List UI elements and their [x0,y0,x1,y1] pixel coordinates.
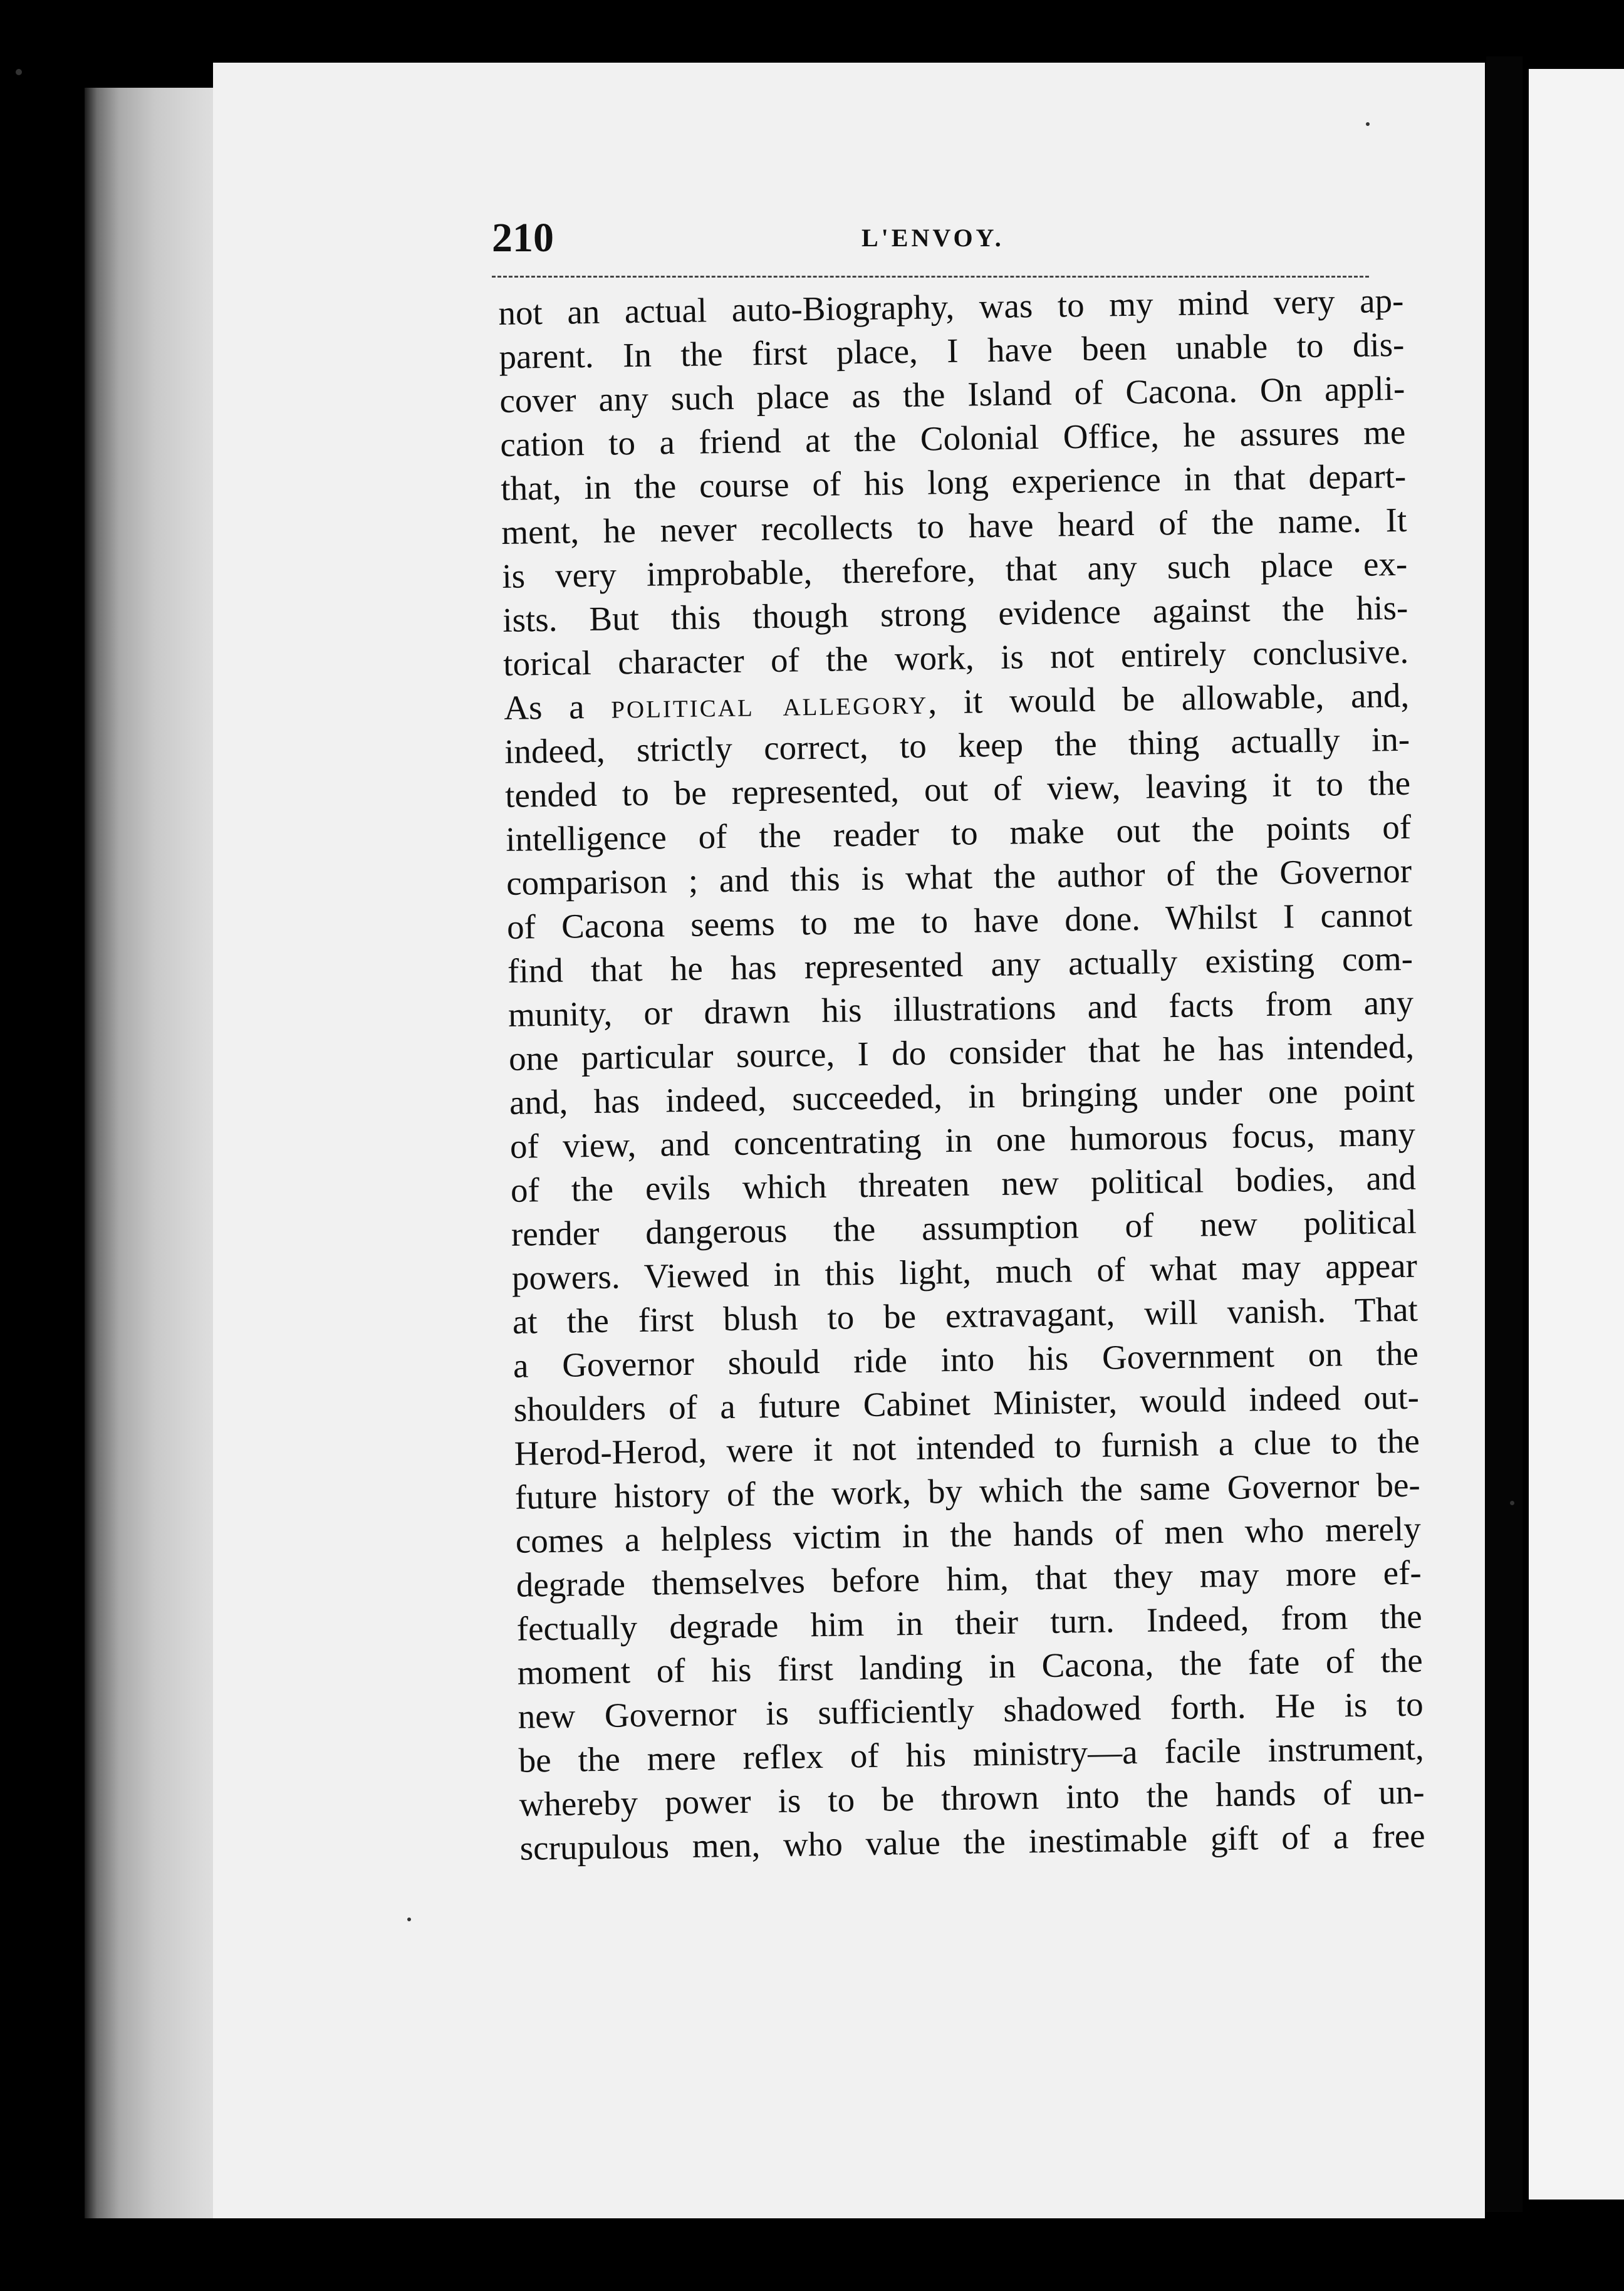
body-text [498,279,1425,1871]
text-line: that, in the course of his long experience in that depart- [500,456,1407,508]
text-line: cover any such place as the Island of Cacona. On appli- [499,368,1405,420]
page-number: 210 [492,215,554,261]
text-line: indeed, strictly correct, to keep the thing actually in- [504,719,1410,771]
text-line: of Cacona seems to me to have done. Whilst I cannot [506,895,1413,946]
scan-speck [1366,122,1370,126]
text-line: fectually degrade him in their turn. Indeed, from the [516,1597,1423,1648]
scan-speck [407,1918,411,1921]
text-line: comparison ; and this is what the author of the Governor [506,851,1412,902]
text-line: tended to be represented, out of view, leaving it to the [504,763,1411,815]
text-line: future history of the work, by which the same Governor be- [514,1465,1421,1516]
text-line: scrupulous men, who value the inestimable gift of a free [519,1816,1425,1867]
text-line: munity, or drawn his illustrations and facts from any [508,983,1414,1034]
text-line: Herod-Herod, were it not intended to furnish a clue to the [514,1421,1420,1473]
page-header [492,213,1369,276]
text-line: of view, and concentrating in one humorous focus, many [509,1114,1416,1166]
text-line: ment, he never recollects to have heard of the name. It [501,500,1407,551]
facing-page-sliver [1529,69,1624,2200]
text-line: find that he has represented any actually existing com- [507,939,1413,990]
political-allegory-smallcaps: political allegory [610,682,929,726]
text-line: parent. In the first place, I have been unable to dis- [499,325,1405,376]
text-line: moment of his first landing in Cacona, the fate of the [517,1641,1424,1692]
text-line: whereby power is to be thrown into the hands of un- [519,1772,1425,1824]
text-line: at the first blush to be extravagant, will vanish. That [512,1290,1418,1341]
text-line-prefix: As a [503,687,612,727]
text-line: render dangerous the assumption of new political [511,1202,1417,1253]
text-line: new Governor is sufficiently shadowed forth. He is to [518,1684,1424,1736]
text-line-suffix: , it would be allowable, and, [927,676,1410,721]
text-line: a Governor should ride into his Government on the [513,1333,1419,1385]
text-line: be the mere reflex of his ministry—a facile instrument, [518,1728,1425,1780]
text-line: cation to a friend at the Colonial Office, he assures me [499,412,1406,464]
text-line: of the evils which threaten new political bodies, and [510,1158,1417,1209]
scan-speck [1510,1501,1514,1505]
scan-bottom-border [0,2218,1624,2291]
text-line: shoulders of a future Cabinet Minister, would indeed out- [513,1377,1420,1429]
scan-speck [16,69,22,75]
text-line: comes a helpless victim in the hands of men who merely [515,1509,1422,1560]
text-line: one particular source, I do consider that he has intended, [508,1026,1415,1078]
text-line: torical character of the work, is not entirely conclusive. [502,632,1409,683]
header-rule [492,276,1369,278]
text-line: is very improbable, therefore, that any such place ex- [501,544,1408,595]
text-line: and, has indeed, succeeded, in bringing under one point [509,1070,1415,1122]
text-line: not an actual auto-Biography, was to my mind very ap- [498,281,1404,332]
book-gutter-shadow [1486,56,1522,2212]
text-line: ists. But this though strong evidence against the his- [502,588,1408,639]
text-line: powers. Viewed in this light, much of what may appear [511,1246,1418,1297]
text-line: degrade themselves before him, that they may more ef- [516,1553,1422,1604]
running-head: L'ENVOY. [861,224,1004,252]
text-line: intelligence of the reader to make out the points of [505,807,1412,858]
